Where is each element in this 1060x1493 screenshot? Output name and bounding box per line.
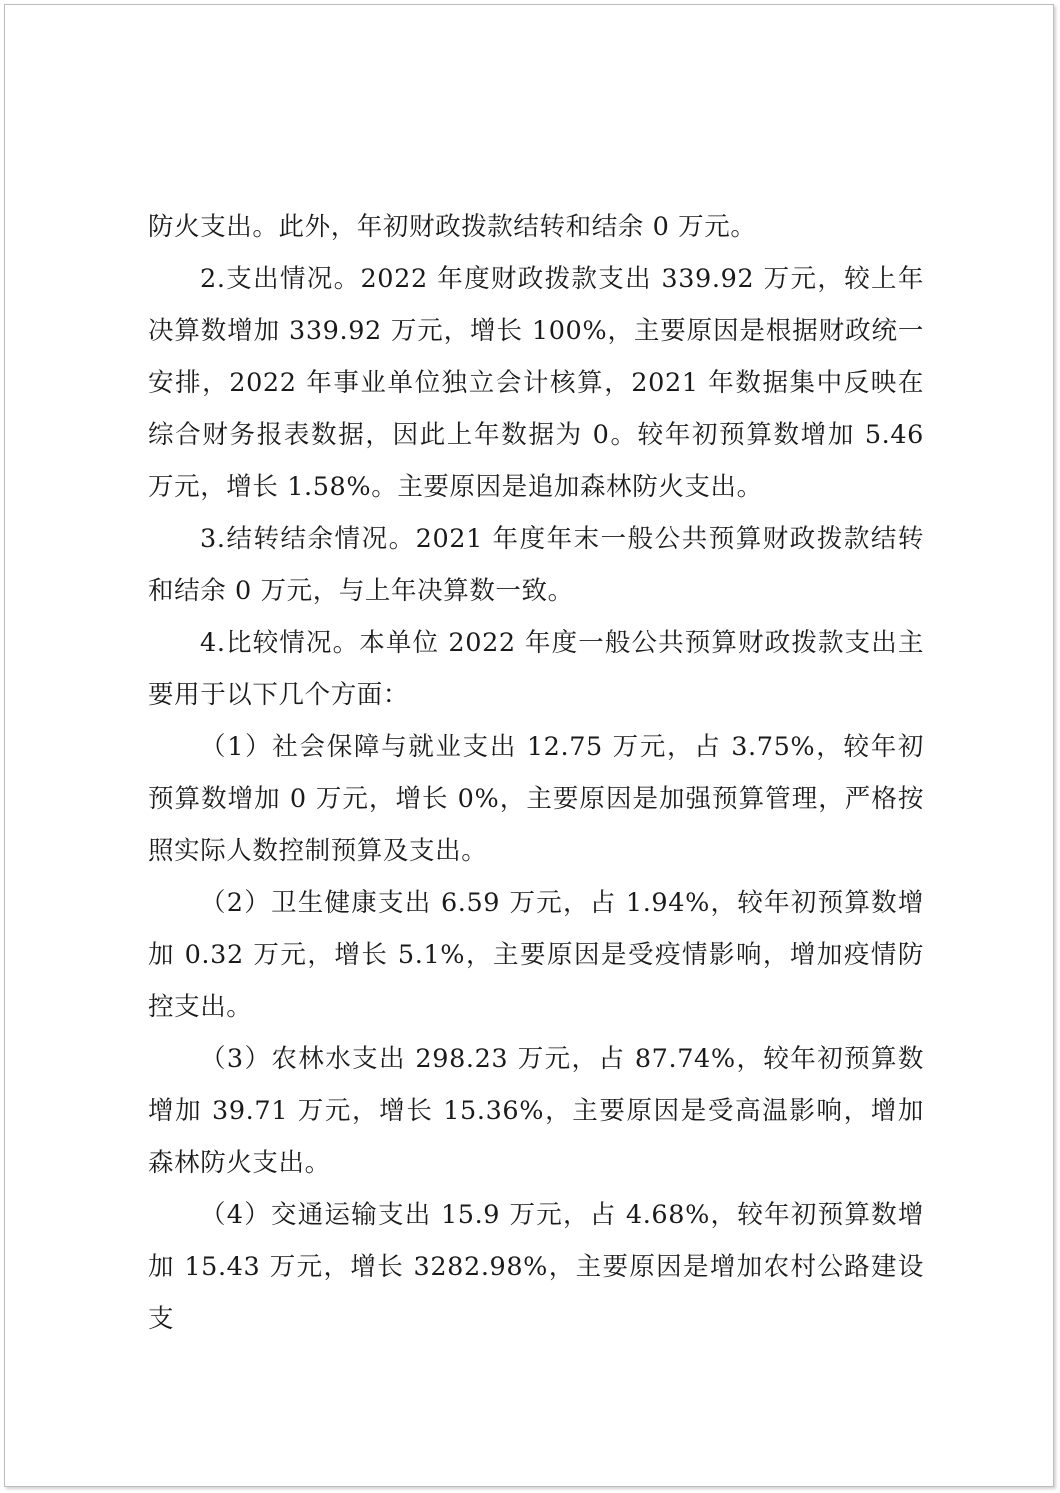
document-body	[148, 201, 924, 1345]
paragraph-carryover-balance: 3.结转结余情况。2021 年度年末一般公共预算财政拨款结转和结余 0 万元，与上年决算数一致。	[148, 524, 924, 606]
paragraph-expenditure-situation: 2.支出情况。2022 年度财政拨款支出 339.92 万元，较上年决算数增加 339.92 万元，增长 100%，主要原因是根据财政统一安排，2022 年事业单位独立会计核算，2021 年数据集中反映在综合财务报表数据，因此上年数据为 0。较年初预算数增加 5.46 万元，增长 1.58%。主要原因是追加森林防火支出。	[148, 264, 924, 502]
document-page	[4, 4, 1054, 1487]
paragraph-comparison: 4.比较情况。本单位 2022 年度一般公共预算财政拨款支出主要用于以下几个方面：	[148, 628, 924, 710]
paragraph-fire-prevention-carryover: 防火支出。此外，年初财政拨款结转和结余 0 万元。	[148, 212, 757, 242]
paragraph-health: （2）卫生健康支出 6.59 万元，占 1.94%，较年初预算数增加 0.32 万元，增长 5.1%，主要原因是受疫情影响，增加疫情防控支出。	[148, 888, 924, 1022]
paragraph-social-security: （1）社会保障与就业支出 12.75 万元，占 3.75%，较年初预算数增加 0 万元，增长 0%，主要原因是加强预算管理，严格按照实际人数控制预算及支出。	[148, 732, 924, 866]
paragraph-agriculture-forestry-water: （3）农林水支出 298.23 万元，占 87.74%，较年初预算数增加 39.71 万元，增长 15.36%，主要原因是受高温影响，增加森林防火支出。	[148, 1044, 924, 1178]
paragraph-transportation: （4）交通运输支出 15.9 万元，占 4.68%，较年初预算数增加 15.43 万元，增长 3282.98%，主要原因是增加农村公路建设支	[148, 1200, 924, 1334]
